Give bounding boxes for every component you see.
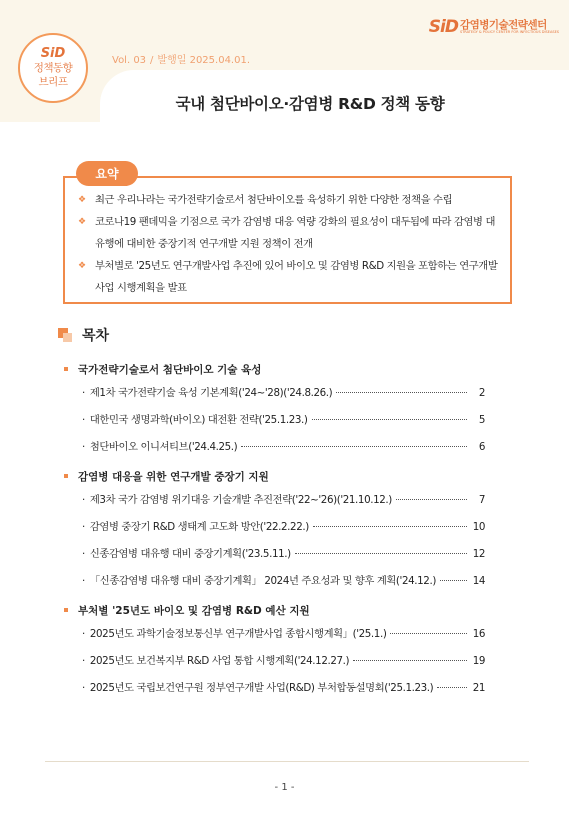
entry-dot: · — [82, 494, 85, 506]
toc-entry-label: 감염병 중장기 R&D 생태계 고도화 방안('22.2.22.) — [89, 521, 309, 533]
summary-text: 최근 우리나라는 국가전략기술로서 첨단바이오를 육성하기 위한 다양한 정책을 수립 — [95, 194, 453, 206]
summary-text: 코로나19 팬데믹을 기점으로 국가 감염병 대응 역량 강화의 필요성이 대두됨에 따라 감염병 대유행에 대비한 중장기적 연구개발 지원 정책이 전개 — [95, 216, 496, 250]
toc-entry[interactable] — [64, 675, 485, 702]
entry-dot: · — [82, 387, 85, 399]
toc-entry[interactable] — [64, 541, 485, 568]
toc-section — [64, 599, 485, 621]
badge-line-2: 브리프 — [38, 75, 68, 88]
toc-entry-label: 대한민국 생명과학(바이오) 대전환 전략('25.1.23.) — [89, 414, 308, 426]
summary-item — [78, 255, 500, 299]
dot-leader — [437, 687, 467, 688]
org-name: 감염병기술전략센터 — [459, 18, 547, 31]
summary-item — [78, 211, 500, 255]
diamond-bullet-icon: ❖ — [78, 195, 86, 205]
toc-entry-page: 14 — [472, 575, 485, 587]
toc-entry[interactable] — [64, 568, 485, 595]
dot-leader — [312, 419, 467, 420]
volume-separator: / — [150, 55, 154, 66]
dot-leader — [241, 446, 467, 447]
toc-entry-page: 19 — [472, 655, 485, 667]
toc-entry-page: 5 — [478, 414, 485, 426]
footer-divider — [45, 761, 529, 762]
summary-box — [63, 176, 512, 304]
page-number: - 1 - — [274, 782, 295, 793]
entry-dot: · — [82, 628, 85, 640]
org-logo — [429, 16, 559, 38]
entry-dot: · — [82, 521, 85, 533]
toc-section — [64, 358, 485, 380]
table-of-contents — [64, 358, 485, 702]
summary-label: 요약 — [76, 161, 138, 186]
toc-entry[interactable] — [64, 407, 485, 434]
summary-text: 부처별로 '25년도 연구개발사업 추진에 있어 바이오 및 감염병 R&D 지원을 포함하는 연구개발사업 시행계획을 발표 — [95, 260, 498, 294]
diamond-bullet-icon: ❖ — [78, 217, 86, 227]
toc-entry-page: 7 — [478, 494, 485, 506]
toc-entry[interactable] — [64, 621, 485, 648]
brief-badge — [18, 33, 88, 103]
section-bullet-icon — [64, 474, 68, 478]
toc-entry[interactable] — [64, 434, 485, 461]
dot-leader — [353, 660, 467, 661]
entry-dot: · — [82, 548, 85, 560]
sid-logo-icon: SiD — [428, 17, 458, 37]
diamond-bullet-icon: ❖ — [78, 261, 86, 271]
entry-dot: · — [82, 414, 85, 426]
toc-section — [64, 465, 485, 487]
toc-entry-page: 2 — [478, 387, 485, 399]
section-bullet-icon — [64, 367, 68, 371]
entry-dot: · — [82, 655, 85, 667]
badge-logo-icon: SiD — [40, 46, 66, 62]
toc-entry[interactable] — [64, 514, 485, 541]
document-title: 국내 첨단바이오·감염병 R&D 정책 동향 — [175, 95, 445, 113]
toc-entry-page: 16 — [472, 628, 485, 640]
entry-dot: · — [82, 441, 85, 453]
toc-entry-page: 12 — [472, 548, 485, 560]
toc-square-icon — [58, 328, 72, 342]
volume-number: Vol. 03 — [112, 55, 147, 66]
dot-leader — [313, 526, 467, 527]
dot-leader — [295, 553, 467, 554]
toc-entry-label: 2025년도 과학기술정보통신부 연구개발사업 종합시행계획」('25.1.) — [89, 628, 387, 640]
volume-line — [112, 51, 250, 66]
summary-item — [78, 189, 500, 211]
toc-entry-page: 21 — [472, 682, 485, 694]
toc-section-title: 감염병 대응을 위한 연구개발 중장기 지원 — [78, 470, 269, 483]
org-subtitle: STRATEGY & POLICY CENTER FOR INFECTIOUS DISEASES — [459, 30, 559, 34]
toc-entry-page: 10 — [472, 521, 485, 533]
toc-entry-label: 「신종감염병 대유행 대비 중장기계획」 2024년 주요성과 및 향후 계획('24.12.) — [89, 575, 436, 587]
badge-line-1: 정책동향 — [33, 62, 73, 75]
toc-entry[interactable] — [64, 487, 485, 514]
toc-section-title: 국가전략기술로서 첨단바이오 기술 육성 — [78, 363, 262, 376]
toc-title: 목차 — [82, 328, 110, 344]
toc-header — [58, 325, 109, 345]
summary-list — [78, 189, 500, 299]
dot-leader — [336, 392, 467, 393]
toc-entry[interactable] — [64, 648, 485, 675]
toc-entry-label: 제1차 국가전략기술 육성 기본계획('24~'28)('24.8.26.) — [89, 387, 333, 399]
toc-entry-label: 신종감염병 대유행 대비 중장기계획('23.5.11.) — [89, 548, 291, 560]
section-bullet-icon — [64, 608, 68, 612]
dot-leader — [390, 633, 467, 634]
toc-entry-label: 2025년도 보건복지부 R&D 사업 통합 시행계획('24.12.27.) — [89, 655, 350, 667]
entry-dot: · — [82, 682, 85, 694]
issue-date: 발행일 2025.04.01. — [157, 55, 251, 66]
toc-entry-label: 제3차 국가 감염병 위기대응 기술개발 추진전략('22~'26)('21.10.12.) — [89, 494, 392, 506]
entry-dot: · — [82, 575, 85, 587]
toc-entry-label: 첨단바이오 이니셔티브('24.4.25.) — [89, 441, 238, 453]
toc-entry[interactable] — [64, 380, 485, 407]
toc-section-title: 부처별 '25년도 바이오 및 감염병 R&D 예산 지원 — [78, 604, 310, 617]
dot-leader — [396, 499, 467, 500]
toc-entry-label: 2025년도 국립보건연구원 정부연구개발 사업(R&D) 부처합동설명회('25.1.23.) — [89, 682, 434, 694]
dot-leader — [440, 580, 467, 581]
toc-entry-page: 6 — [478, 441, 485, 453]
